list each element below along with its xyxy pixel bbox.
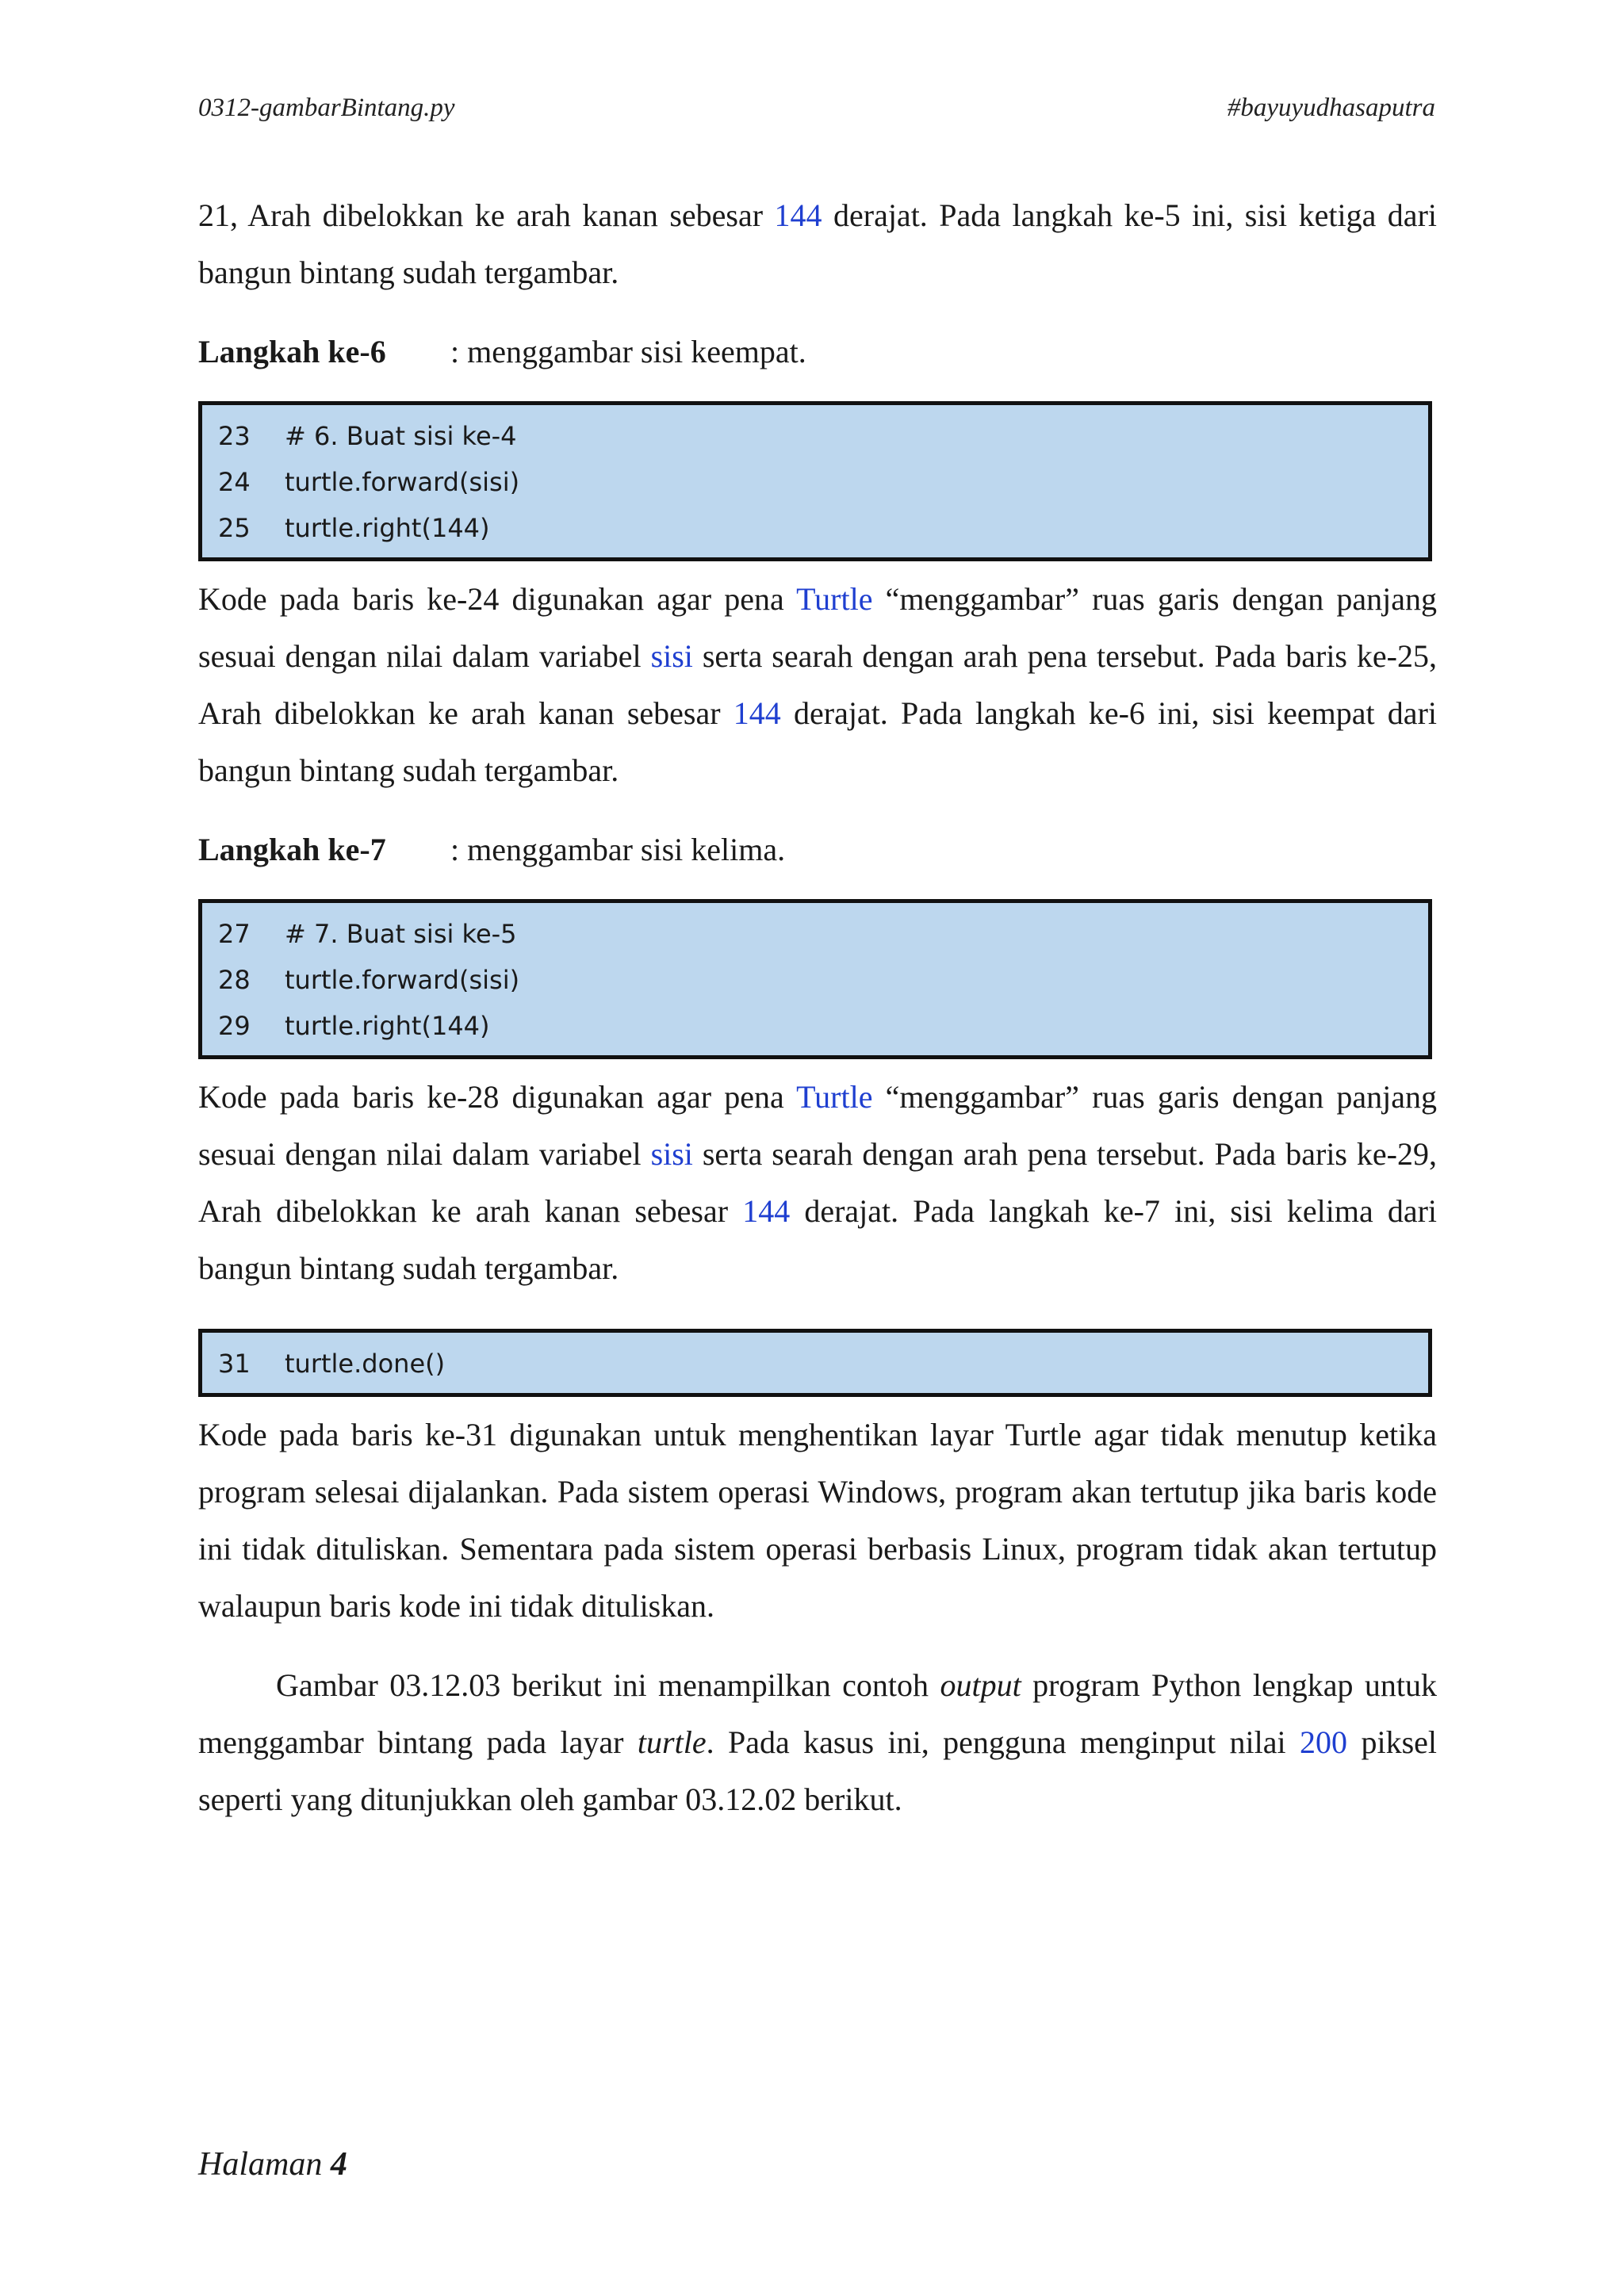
code-line	[202, 911, 1428, 957]
line-number: 28	[218, 965, 251, 995]
highlight-number: 144	[733, 695, 781, 731]
step-label: Langkah ke-7	[198, 832, 386, 867]
line-number: 23	[218, 421, 251, 451]
text-run: Kode pada baris ke-28 digunakan agar pena	[198, 1079, 797, 1115]
header-filename: 0312-gambarBintang.py	[198, 94, 455, 122]
code-block-done	[198, 1329, 1432, 1397]
code-line	[202, 505, 1428, 551]
line-number: 27	[218, 919, 251, 949]
code-block-step-6	[198, 401, 1432, 561]
text-run: Kode pada baris ke-24 digunakan agar pena	[198, 581, 797, 617]
text-run: “menggambar” ruas garis dengan panjang sesuai dengan nilai dalam variabel	[198, 1079, 1437, 1172]
text-run: derajat. Pada langkah ke-5 ini, sisi ketiga dari bangun bintang sudah tergambar.	[198, 197, 1437, 290]
code-line	[202, 459, 1428, 505]
code-text: # 7. Buat sisi ke-5	[285, 919, 517, 949]
highlight-term: Turtle	[796, 581, 873, 617]
code-line	[202, 1003, 1428, 1049]
highlight-number: 144	[742, 1193, 791, 1229]
page-footer	[198, 2145, 347, 2183]
step-description: : menggambar sisi keempat.	[450, 334, 806, 369]
done-explanation: Kode pada baris ke-31 digunakan untuk menghentikan layar Turtle agar tidak menutup ketika program selesai dijalankan. Pada sistem operasi Windows, program akan tertutup jika baris kode ini tidak dituliskan. Sementara pada sistem operasi berbasis Linux, program tidak akan tertutup walaupun baris kode ini tidak dituliskan.	[198, 1417, 1437, 1624]
text-run: derajat. Pada langkah ke-7 ini, sisi kelima dari bangun bintang sudah tergambar.	[198, 1193, 1438, 1286]
code-line	[202, 413, 1428, 459]
text-run: program Python lengkap untuk menggambar bintang pada layar	[198, 1667, 1437, 1760]
italic-term: turtle	[637, 1724, 707, 1760]
text-run: serta searah dengan arah pena tersebut. Pada baris ke-29, Arah dibelokkan ke arah kanan sebesar	[198, 1136, 1438, 1229]
highlight-variable: sisi	[650, 1136, 693, 1172]
code-text: turtle.forward(sisi)	[285, 467, 520, 497]
highlight-term: Turtle	[796, 1079, 873, 1115]
italic-term: output	[940, 1667, 1021, 1703]
step-6-explanation	[198, 571, 1437, 799]
step-7-explanation	[198, 1069, 1437, 1297]
intro-paragraph	[198, 187, 1437, 301]
step-label: Langkah ke-6	[198, 334, 386, 369]
text-run: serta searah dengan arah pena tersebut. Pada baris ke-25, Arah dibelokkan ke arah kanan sebesar	[198, 638, 1438, 731]
text-run: derajat. Pada langkah ke-6 ini, sisi keempat dari bangun bintang sudah tergambar.	[198, 695, 1437, 788]
code-text: # 6. Buat sisi ke-4	[285, 421, 517, 451]
closing-paragraph	[198, 1657, 1437, 1828]
header-author: #bayuyudhasaputra	[1227, 94, 1435, 122]
line-number: 24	[218, 467, 251, 497]
code-text: turtle.forward(sisi)	[285, 965, 520, 995]
footer-label: Halaman	[198, 2146, 331, 2183]
highlight-number: 144	[774, 197, 822, 233]
line-number: 31	[218, 1349, 251, 1379]
highlight-variable: sisi	[650, 638, 693, 674]
code-text: turtle.right(144)	[285, 1011, 490, 1041]
text-run: piksel seperti yang ditunjukkan oleh gambar 03.12.02 berikut.	[198, 1724, 1438, 1817]
code-text: turtle.right(144)	[285, 513, 490, 543]
page-number: 4	[330, 2146, 347, 2183]
code-line	[202, 1341, 1428, 1387]
text-run: 21, Arah dibelokkan ke arah kanan sebesar	[198, 197, 775, 233]
line-number: 25	[218, 513, 251, 543]
highlight-number: 200	[1300, 1724, 1348, 1760]
step-description: : menggambar sisi kelima.	[450, 832, 786, 867]
code-block-step-7	[198, 899, 1432, 1059]
line-number: 29	[218, 1011, 251, 1041]
text-run: “menggambar” ruas garis dengan panjang sesuai dengan nilai dalam variabel	[198, 581, 1437, 674]
text-run: . Pada kasus ini, pengguna menginput nilai	[706, 1724, 1300, 1760]
page-body	[198, 187, 1437, 1828]
step-7-heading	[198, 821, 1437, 878]
code-text: turtle.done()	[285, 1349, 446, 1379]
code-line	[202, 957, 1428, 1003]
text-run: Gambar 03.12.03 berikut ini menampilkan contoh	[276, 1667, 940, 1703]
step-6-heading	[198, 323, 1437, 381]
